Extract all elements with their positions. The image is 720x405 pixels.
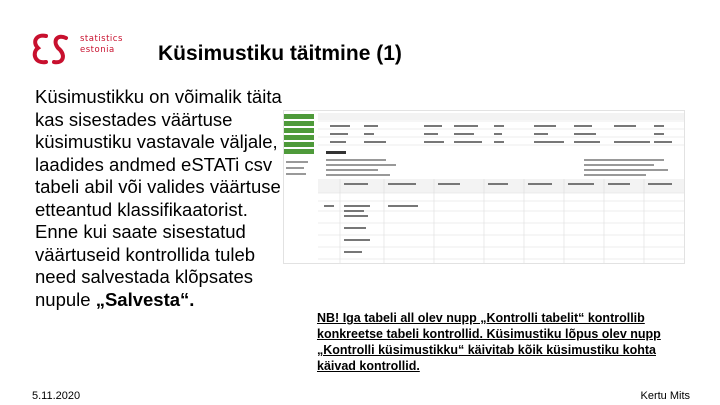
slide-title: Küsimustiku täitmine (1)	[158, 42, 402, 65]
table-header	[318, 113, 684, 120]
entry-table-text	[324, 183, 672, 253]
logo-line-1: statistics	[80, 34, 123, 44]
nav-item	[284, 114, 314, 119]
nav-item	[284, 149, 314, 154]
nav-item	[284, 135, 314, 140]
nav-item	[284, 128, 314, 133]
entry-table-header	[318, 179, 684, 193]
section-text	[326, 159, 668, 176]
nav-text	[286, 167, 304, 169]
body-strong-text: „Salvesta“.	[95, 288, 195, 310]
slide-body	[35, 86, 285, 311]
logo-wordmark	[80, 34, 123, 56]
nav-text	[286, 161, 308, 163]
logo-line-2: estonia	[80, 45, 115, 55]
nav-text	[286, 173, 306, 175]
nb-note: NB! Iga tabeli all olev nupp „Kontrolli tabelit“ kontrollib konkreetse tabeli kontrollid. Küsimustiku lõpus olev nupp „Kontrolli küsimustikku“ käivitab kõik küsimustiku kohta käivad kontrollid.	[317, 311, 661, 373]
top-table-text	[330, 125, 672, 143]
body-main-text: Küsimustikku on võimalik täita kas sisestades väärtuse küsimustiku vastavale väljale, laadides andmed eSTATi csv tabeli abil või valides väärtuse etteantud klassifikaatorist. Enne kui saate sisestatud väärtuseid kontrollida tuleb need salvestada klõpsates nupule	[35, 86, 282, 310]
slide-author: Kertu Mits	[640, 390, 690, 402]
questionnaire-screenshot-graphic	[284, 111, 684, 263]
es-logo-icon	[28, 28, 74, 72]
statistics-estonia-logo	[28, 28, 138, 72]
section-heading	[326, 151, 346, 154]
nav-item	[284, 121, 314, 126]
nav-item	[284, 142, 314, 147]
questionnaire-screenshot	[283, 110, 685, 264]
slide-date: 5.11.2020	[32, 390, 81, 402]
